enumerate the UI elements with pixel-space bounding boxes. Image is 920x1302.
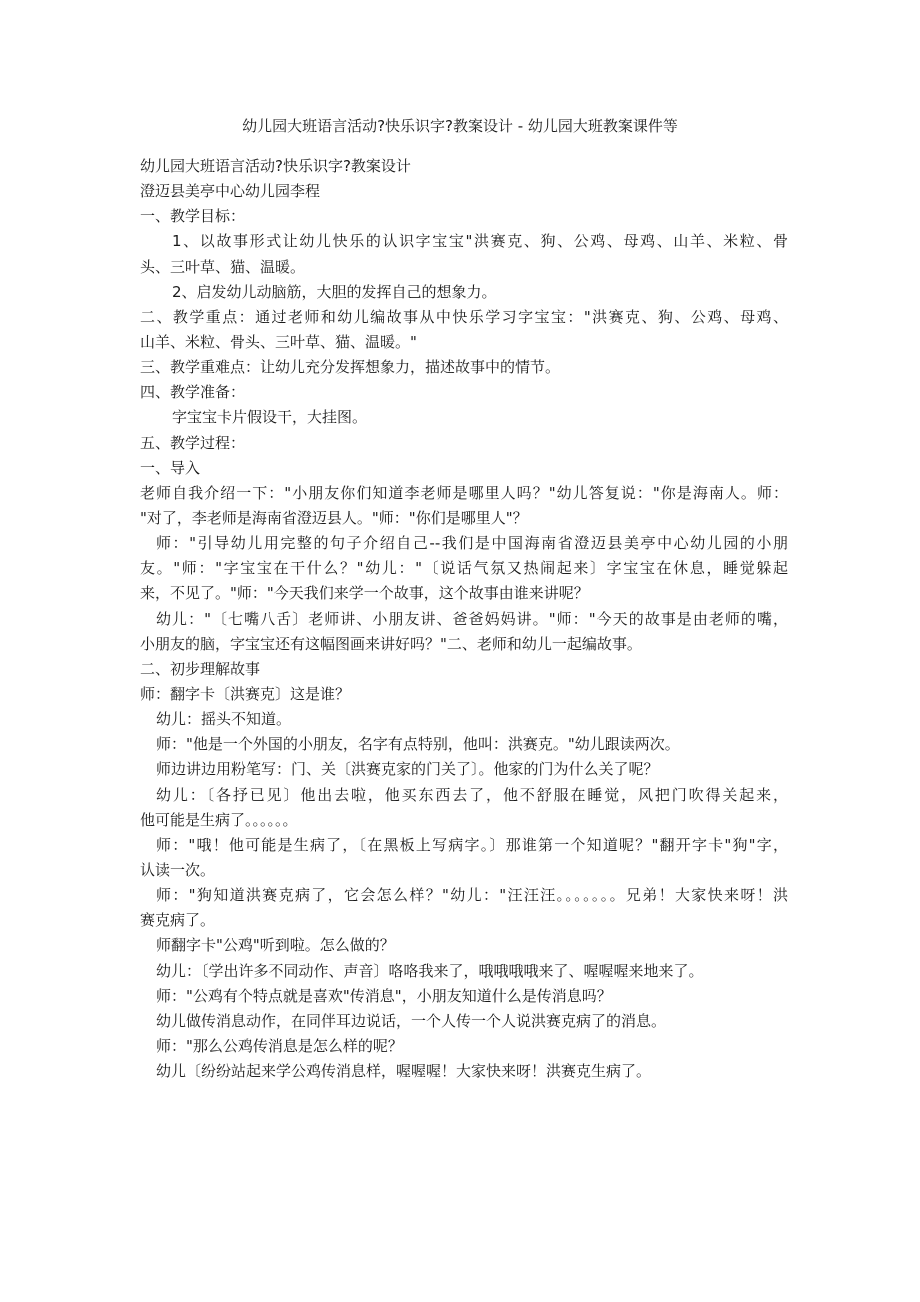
document-body — [140, 154, 788, 1084]
lesson-title: 幼儿园大班语言活动?快乐识字?教案设计 — [140, 157, 411, 175]
section-heading: 三、教学重难点：让幼儿充分发挥想象力，描述故事中的情节。 — [140, 358, 561, 377]
section-heading: 一、教学目标： — [140, 207, 246, 226]
paragraph-line: 师："引导幼儿用完整的句子介绍自己--我们是中国海南省澄迈县美亭中心幼儿园的小朋 — [156, 534, 788, 553]
section-heading: 一、导入 — [140, 458, 201, 477]
paragraph-line: 头、三叶草、猫、温暖。 — [140, 257, 306, 276]
paragraph-line: 幼儿：〔各抒已见〕他出去啦，他买东西去了，他不舒服在睡觉，风把门吹得关起来， — [156, 785, 788, 804]
author-line: 澄迈县美亭中心幼儿园李程 — [140, 182, 321, 201]
paragraph-line: 幼儿：〔学出许多不同动作、声音〕咯咯我来了，哦哦哦哦来了、喔喔喔来地来了。 — [156, 961, 704, 980]
paragraph-line: 字宝宝卡片假设干，大挂图。 — [172, 408, 368, 427]
paragraph-line: 幼儿："〔七嘴八舌〕老师讲、小朋友讲、爸爸妈妈讲。"师："今天的故事是由老师的嘴， — [156, 609, 788, 628]
paragraph-line: 师：翻字卡〔洪赛克〕这是谁？ — [140, 684, 351, 703]
paragraph-line: 师："那么公鸡传消息是怎么样的呢？ — [156, 1036, 403, 1055]
paragraph-line: 来，不见了。"师："今天我们来学一个故事，这个故事由谁来讲呢？ — [140, 584, 589, 603]
paragraph-line: 老师自我介绍一下："小朋友你们知道李老师是哪里人吗？"幼儿答复说："你是海南人。师： — [140, 483, 788, 502]
paragraph-line: 1、以故事形式让幼儿快乐的认识字宝宝"洪赛克、狗、公鸡、母鸡、山羊、米粒、骨 — [172, 232, 788, 251]
paragraph-line: 友。"师："字宝宝在干什么？"幼儿："〔说话气氛又热闹起来〕字宝宝在休息，睡觉躲起 — [140, 559, 788, 578]
paragraph-line: 师："公鸡有个特点就是喜欢"传消息"，小朋友知道什么是传消息吗？ — [156, 986, 612, 1005]
paragraph-line: 小朋友的脑，字宝宝还有这幅图画来讲好吗？"二、老师和幼儿一起编故事。 — [140, 634, 642, 653]
paragraph-line: 师："哦！他可能是生病了，〔在黑板上写病字。〕那谁第一个知道呢？"翻开字卡"狗"字， — [156, 835, 788, 854]
paragraph-line: 幼儿〔纷纷站起来学公鸡传消息样，喔喔喔！大家快来呀！洪赛克生病了。 — [156, 1062, 652, 1081]
paragraph-line: 幼儿：摇头不知道。 — [156, 710, 292, 729]
paragraph-line: 认读一次。 — [140, 860, 216, 879]
paragraph-line: 师翻字卡"公鸡"听到啦。怎么做的？ — [156, 936, 395, 955]
paragraph-line: 师："他是一个外国的小朋友，名字有点特别，他叫：洪赛克。"幼儿跟读两次。 — [156, 735, 680, 754]
section-heading: 五、教学过程： — [140, 433, 246, 452]
section-heading: 二、初步理解故事 — [140, 659, 261, 678]
paragraph-line: 师："狗知道洪赛克病了，它会怎么样？"幼儿："汪汪汪。。。。。。。兄弟！大家快来呀！洪 — [156, 886, 788, 905]
paragraph-line: 山羊、米粒、骨头、三叶草、猫、温暖。" — [140, 332, 417, 351]
paragraph-line: 赛克病了。 — [140, 911, 216, 930]
document-title: 幼儿园大班语言活动?快乐识字?教案设计 - 幼儿园大班教案课件等 — [242, 117, 678, 135]
paragraph-line: 他可能是生病了。。。。。。 — [140, 810, 298, 829]
paragraph-line: 幼儿做传消息动作，在同伴耳边说话，一个人传一个人说洪赛克病了的消息。 — [156, 1011, 667, 1030]
section-heading: 二、教学重点：通过老师和幼儿编故事从中快乐学习字宝宝："洪赛克、狗、公鸡、母鸡、 — [140, 307, 788, 326]
paragraph-line: "对了，李老师是海南省澄迈县人。"师："你们是哪里人"？ — [140, 508, 528, 527]
paragraph-line: 2、启发幼儿动脑筋，大胆的发挥自己的想象力。 — [172, 282, 497, 301]
section-heading: 四、教学准备： — [140, 383, 246, 402]
paragraph-line: 师边讲边用粉笔写：门、关〔洪赛克家的门关了〕。他家的门为什么关了呢？ — [156, 760, 659, 779]
